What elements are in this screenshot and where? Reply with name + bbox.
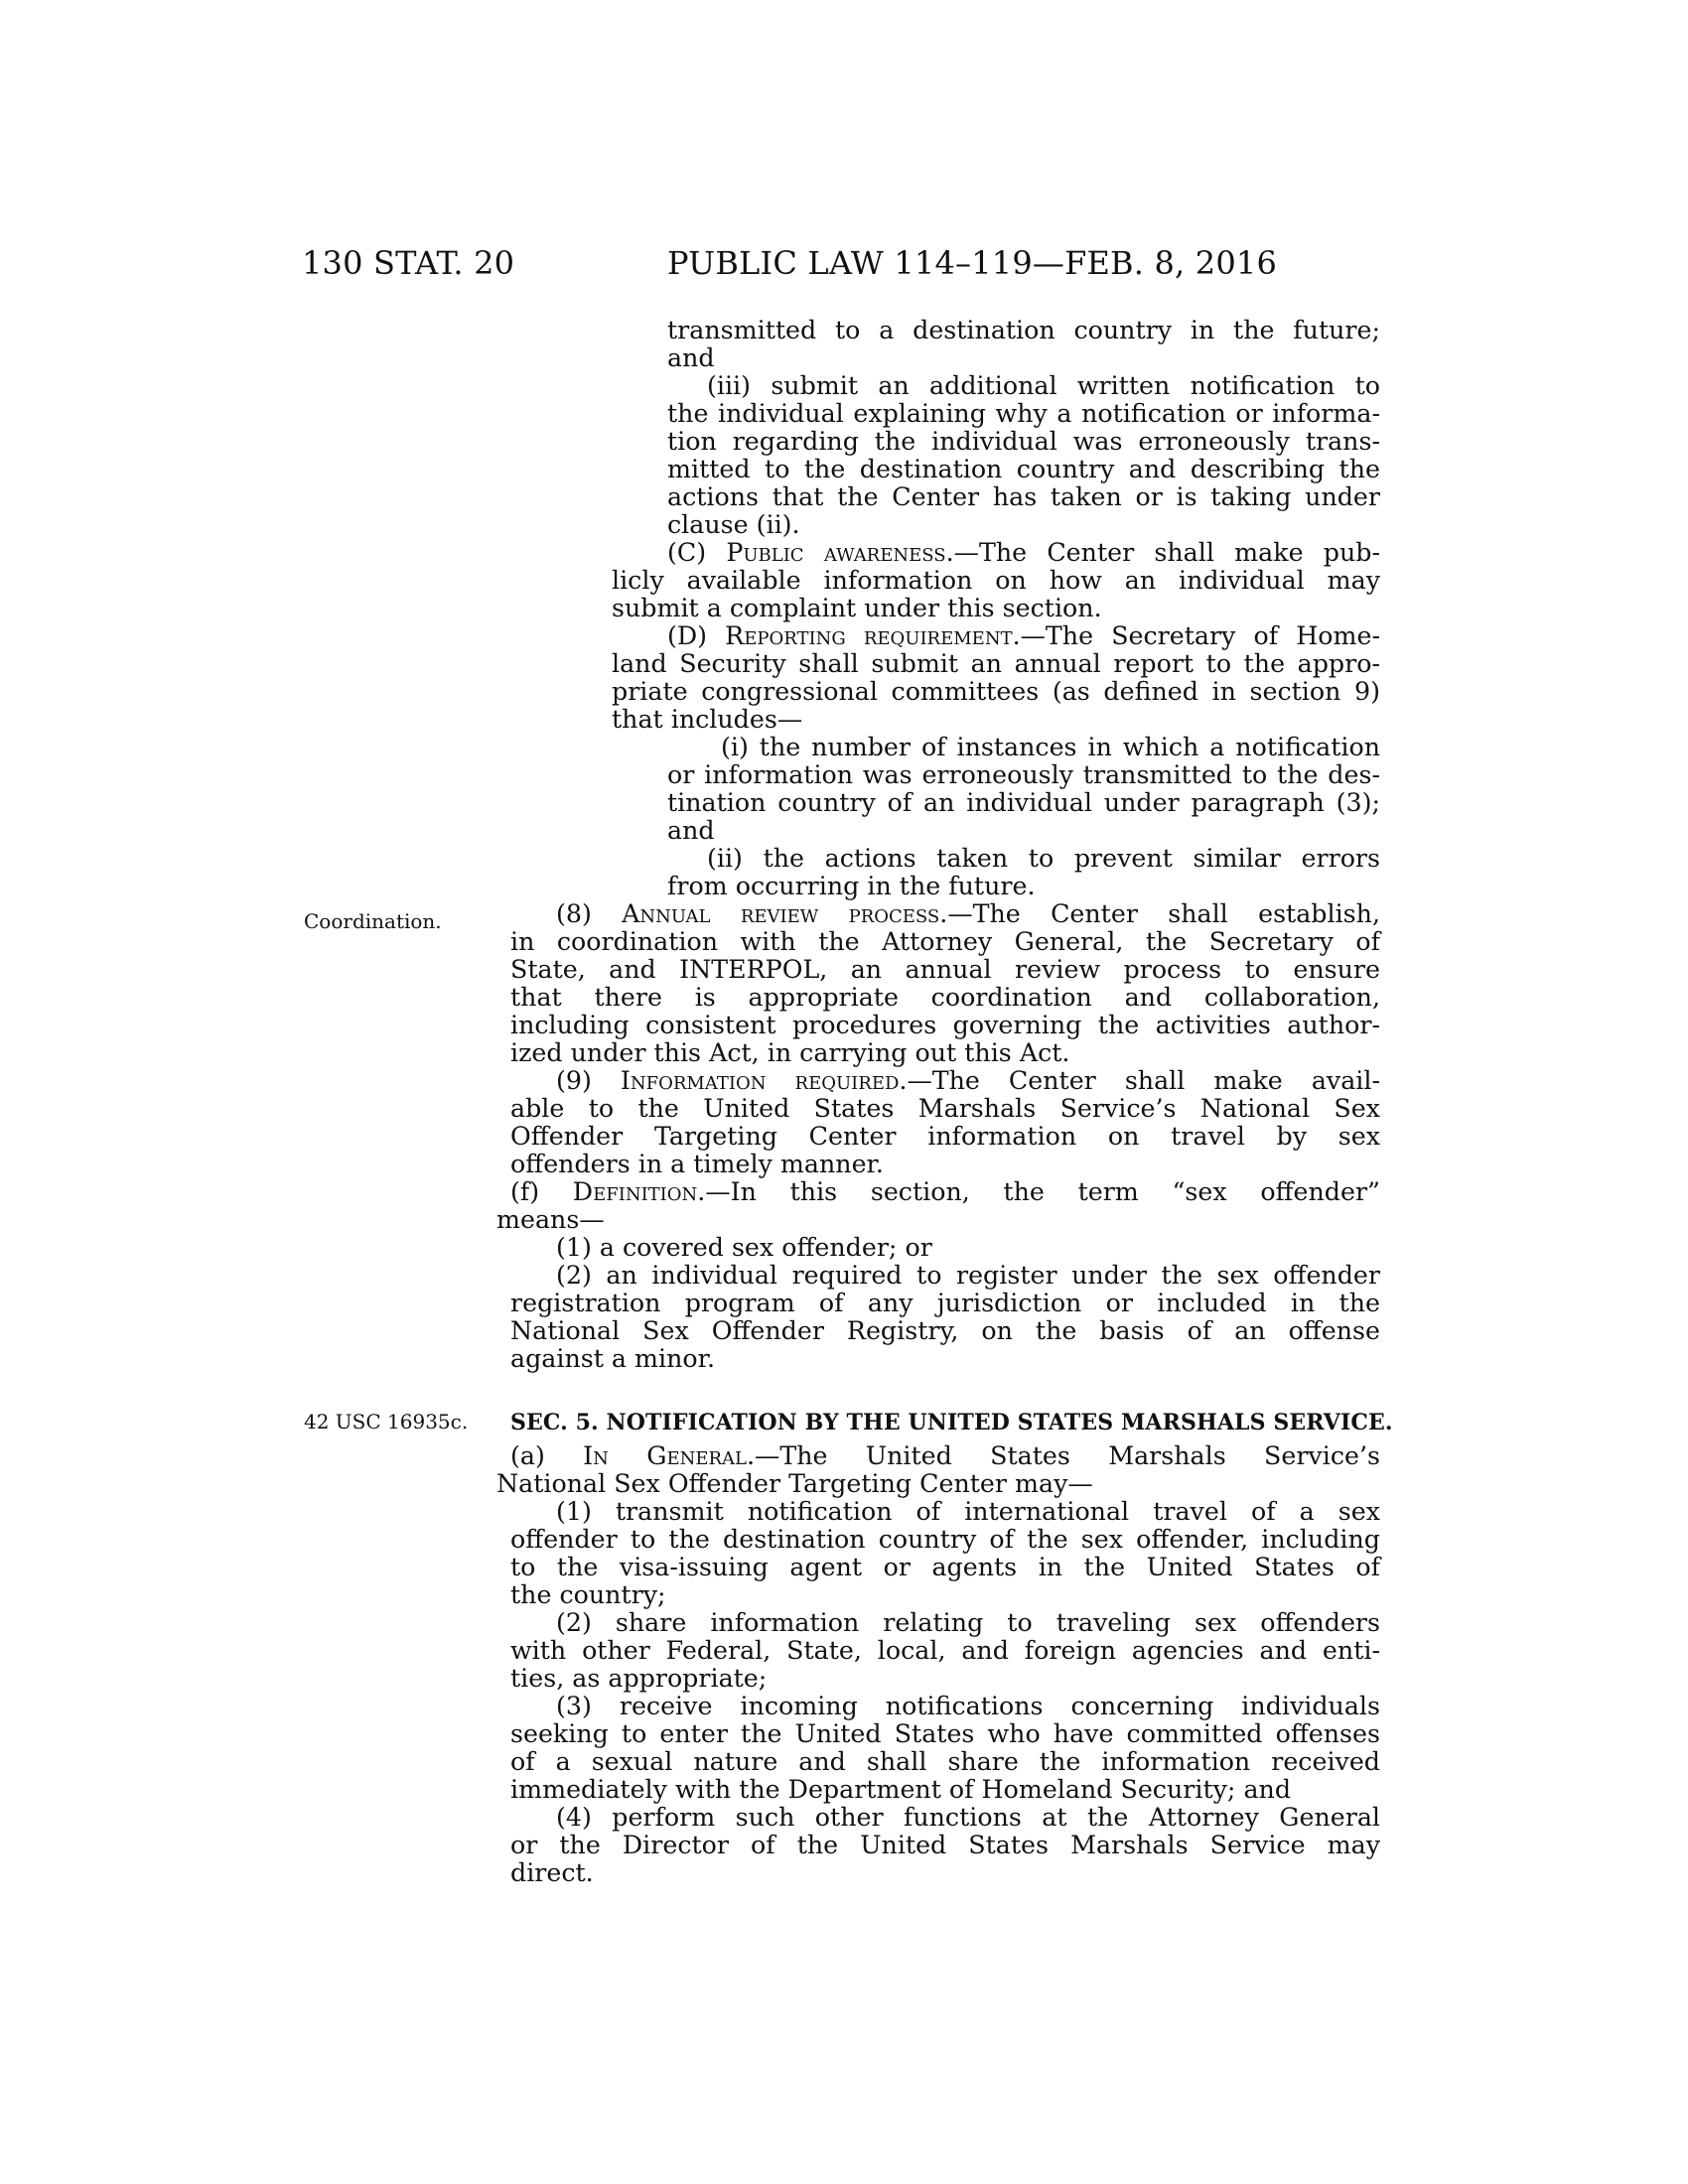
text-line: able to the United States Marshals Service’s National Sex (510, 1094, 1380, 1123)
text-line: (2) share information relating to traveling sex offenders (556, 1608, 1380, 1637)
page-reference: 130 STAT. 20 (302, 244, 515, 282)
text-line: (2) an individual required to register under the sex offender (556, 1261, 1380, 1290)
text-line: direct. (510, 1858, 594, 1887)
paragraph-heading: Annual review process. (622, 899, 948, 928)
text-line: ties, as appropriate; (510, 1664, 768, 1693)
text-line: (4) perform such other functions at the Attorney General (556, 1803, 1380, 1832)
paragraph-heading: Definition. (572, 1177, 706, 1206)
text-line: and (667, 816, 715, 845)
paragraph-heading: Information required. (620, 1066, 908, 1095)
paragraph-label: (8) (556, 899, 623, 928)
text-line: in coordination with the Attorney General, the Secretary of (510, 927, 1380, 956)
text-line: seeking to enter the United States who have committed offenses (510, 1719, 1380, 1748)
paragraph-text: —The Secretary of Home- (1020, 621, 1381, 650)
text-line-public-awareness (667, 538, 1380, 568)
text-line: including consistent procedures governing the activities author- (510, 1011, 1380, 1039)
text-line: and (667, 343, 715, 372)
paragraph-label: (a) (510, 1441, 584, 1470)
text-line-information-required (556, 1066, 1380, 1096)
text-line: the individual explaining why a notification or informa- (667, 399, 1380, 428)
text-line: offenders in a timely manner. (510, 1150, 884, 1178)
text-line: the country; (510, 1580, 666, 1609)
paragraph-text: —In this section, the term “sex offender” (705, 1177, 1380, 1206)
text-line: against a minor. (510, 1344, 716, 1373)
paragraph-label: (D) (667, 621, 726, 650)
text-line: transmitted to a destination country in the future; (667, 316, 1380, 344)
text-line: or the Director of the United States Marshals Service may (510, 1831, 1380, 1859)
margin-note-usc-reference: 42 USC 16935c. (304, 1410, 469, 1433)
text-line: to the visa-issuing agent or agents in the United States of (510, 1553, 1380, 1581)
paragraph-text: —The Center shall make pub- (953, 538, 1380, 567)
text-line: mitted to the destination country and describing the (667, 455, 1380, 483)
text-line: actions that the Center has taken or is taking under (667, 482, 1380, 511)
text-line: from occurring in the future. (667, 872, 1036, 900)
text-line: Offender Targeting Center information on travel by sex (510, 1122, 1380, 1151)
text-line: that includes— (612, 705, 803, 734)
text-line: immediately with the Department of Homeland Security; and (510, 1775, 1292, 1804)
text-line-reporting-requirement (667, 621, 1380, 651)
text-line: (3) receive incoming notifications concerning individuals (556, 1692, 1380, 1720)
text-line: that there is appropriate coordination and collaboration, (510, 983, 1380, 1012)
section-heading: SEC. 5. NOTIFICATION BY THE UNITED STATES MARSHALS SERVICE. (510, 1410, 1393, 1435)
paragraph-text: —The Center shall establish, (947, 899, 1380, 928)
text-line: National Sex Offender Targeting Center may— (496, 1469, 1093, 1498)
paragraph-label: (f) (510, 1177, 573, 1206)
text-line: clause (ii). (667, 510, 800, 539)
statute-body (0, 316, 1688, 1904)
text-line-annual-review (556, 899, 1380, 929)
text-line: licly available information on how an individual may (612, 566, 1380, 595)
text-line-in-general (510, 1441, 1380, 1471)
text-line: offender to the destination country of the sex offender, including (510, 1525, 1380, 1554)
text-line: ized under this Act, in carrying out this Act. (510, 1038, 1070, 1067)
text-line: registration program of any jurisdiction or included in the (510, 1289, 1380, 1317)
text-line: means— (496, 1205, 605, 1234)
text-line: of a sexual nature and shall share the information received (510, 1747, 1380, 1776)
law-title-header: PUBLIC LAW 114–119—FEB. 8, 2016 (667, 244, 1278, 282)
text-line: or information was erroneously transmitted to the des- (667, 760, 1380, 789)
paragraph-text: —The Center shall make avail- (907, 1066, 1381, 1095)
paragraph-heading: Public awareness. (726, 538, 954, 567)
text-line: tination country of an individual under paragraph (3); (667, 788, 1380, 817)
text-line: (1) a covered sex offender; or (556, 1233, 932, 1262)
text-line: submit a complaint under this section. (612, 594, 1102, 622)
text-line: (iii) submit an additional written notification to (707, 371, 1380, 400)
text-line: land Security shall submit an annual report to the appro- (612, 649, 1380, 678)
text-line-definition (510, 1177, 1380, 1207)
paragraph-text: —The United States Marshals Service’s (755, 1441, 1380, 1470)
paragraph-label: (9) (556, 1066, 621, 1095)
text-line: tion regarding the individual was erroneously trans- (667, 427, 1380, 456)
text-line: with other Federal, State, local, and foreign agencies and enti- (510, 1636, 1380, 1665)
text-line: State, and INTERPOL, an annual review process to ensure (510, 955, 1380, 984)
text-line: (1) transmit notification of international travel of a sex (556, 1497, 1380, 1526)
text-line: National Sex Offender Registry, on the basis of an offense (510, 1316, 1380, 1345)
paragraph-heading: Reporting requirement. (725, 621, 1021, 650)
paragraph-label: (C) (667, 538, 727, 567)
text-line: (i) the number of instances in which a notification (721, 733, 1380, 761)
paragraph-heading: In General. (583, 1441, 756, 1470)
text-line: (ii) the actions taken to prevent similar errors (707, 844, 1380, 873)
text-line: priate congressional committees (as defined in section 9) (612, 677, 1380, 706)
margin-note-coordination: Coordination. (304, 909, 442, 933)
